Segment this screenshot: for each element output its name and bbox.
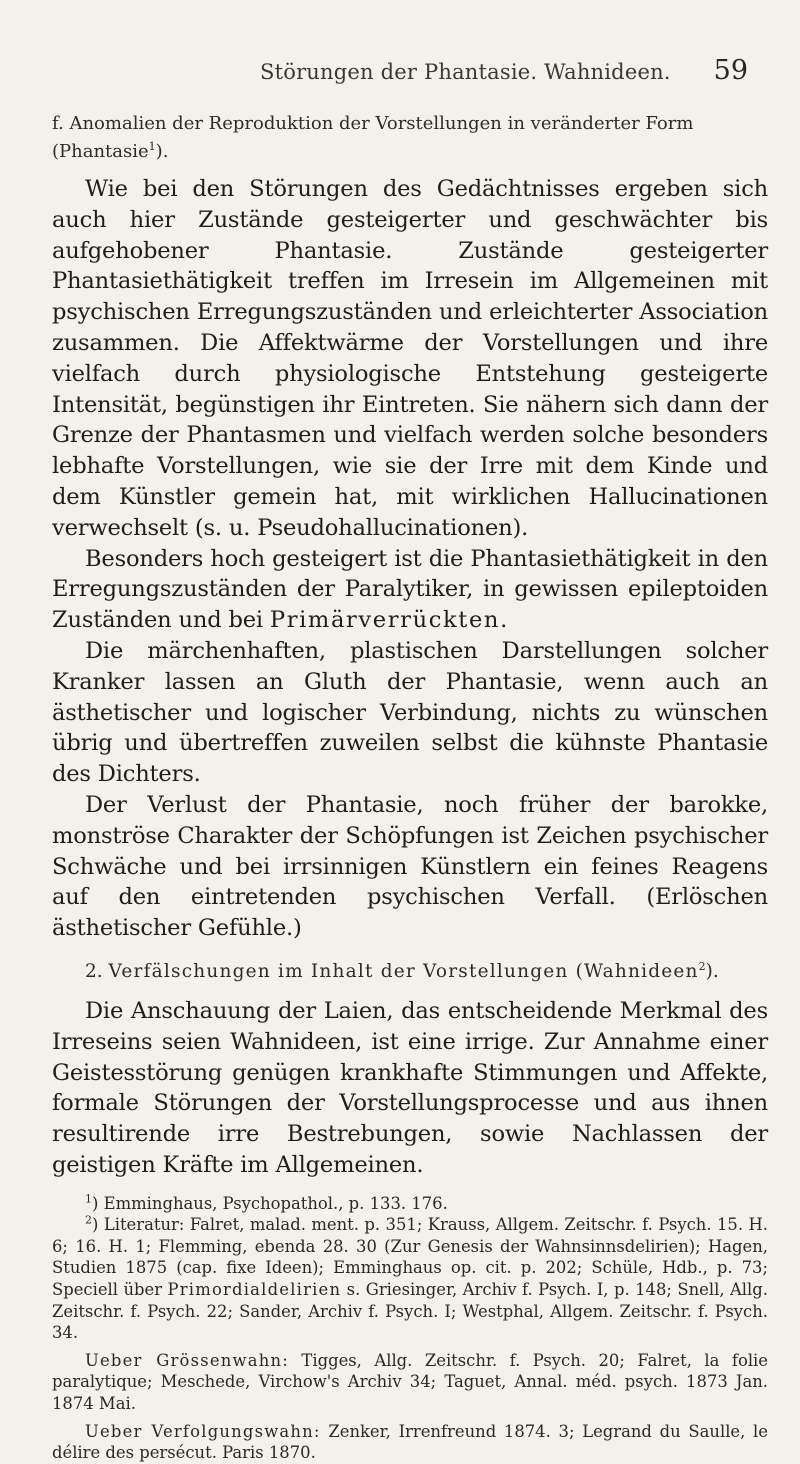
section-number: 2.: [85, 960, 103, 982]
footnote-1-text: ) Emminghaus, Psychopathol., p. 133. 176.: [92, 1193, 448, 1213]
paragraph-5: Die Anschauung der Laien, das entscheidende Merkmal des Irreseins seien Wahnideen, ist eine irrige. Zur Annahme einer Geistesstörung genügen krankhafte Stimmungen und Affekte, formale Störungen der Vorstellungsprocesse und aus ihnen resultirende irre Bestrebungen, sowie Nachlassen der geistigen Kräfte im Allgemeinen.: [52, 997, 768, 1178]
footnote-2-text: ) Literatur: Falret, malad. ment. p. 351; Krauss, Allgem. Zeitschr. f. Psych. 15. H. 6; 16. H. 1; Flemming, ebenda 28. 30 (Zur Genesis der Wahnsinnsdelirien); Hagen, Studien 1875 (cap. fixe Ideen); Emminghaus op. cit. p. 202; Schüle, Hdb., p. 73; Speciell über: [52, 1215, 768, 1300]
footnote-1: [52, 1193, 768, 1215]
subsection-heading-tail: ).: [155, 141, 169, 162]
paragraph-2-end: .: [500, 607, 508, 634]
section-title: [52, 958, 768, 986]
footnote-grossenwahn: [52, 1350, 768, 1415]
paragraph-4: Der Verlust der Phantasie, noch früher der barokke, monströse Charakter der Schöpfungen ist Zeichen psychischer Schwäche und bei irrsinnigen Künstlern ein feines Reagens auf den eintretenden psychischen Verfall. (Erlöschen ästhetischer Gefühle.): [52, 791, 768, 942]
paragraph-2: [52, 544, 768, 636]
section-title-text: Verfälschungen im Inhalt der Vorstellungen (Wahnideen: [108, 960, 699, 982]
page-header: [0, 55, 800, 95]
footnote-ref-1: 1: [148, 140, 156, 153]
footnote-ref-2: 2: [698, 959, 706, 973]
footnote-2-text-end: s. Griesinger, Archiv f. Psych. I, p. 148; Snell, Allg. Zeitschr. f. Psych. 22; Sander, Archiv f. Psych. I; Westphal, Allgem. Zeitschr. f. Psych. 34.: [52, 1280, 768, 1343]
page-number: 59: [713, 55, 748, 86]
paragraph-1: Wie bei den Störungen des Gedächtnisses ergeben sich auch hier Zustände gesteigerter und geschwächter bis aufgehobener Phantasie. Zustände gesteigerter Phantasiethätigkeit treffen im Irresein im Allgemeinen mit psychischen Erregungszuständen und erleichterter Association zusammen. Die Affektwärme der Vorstellungen und ihre vielfach durch physiologische Entstehung gesteigerte Intensität, begünstigen ihr Eintreten. Sie nähern sich dann der Grenze der Phantasmen und vielfach werden solche besonders lebhafte Vorstellungen, wie sie der Irre mit dem Kinde und dem Künstler gemein hat, mit wirklichen Hallucinationen verwechselt (s. u. Pseudohallucinationen).: [52, 176, 768, 541]
footnote-verfolgungswahn-heading: Ueber Verfolgungswahn:: [85, 1421, 321, 1441]
subsection-heading-text: f. Anomalien der Reproduktion der Vorstellungen in veränderter Form (Phantasie: [52, 113, 694, 162]
section-title-tail: ).: [705, 960, 719, 982]
page-body: [52, 110, 768, 1464]
footnote-verfolgungswahn-text: Zenker, Irrenfreund 1874. 3; Legrand du Saulle, le délire des persécut. Paris 1870.: [52, 1421, 768, 1463]
footnote-verfolgungswahn: [52, 1421, 768, 1464]
paragraph-3: Die märchenhaften, plastischen Darstellungen solcher Kranker lassen an Gluth der Phantasie, wenn auch an ästhetischer und logischer Verbindung, nichts zu wünschen übrig und übertreffen zuweilen selbst die kühnste Phantasie des Dichters.: [52, 637, 768, 788]
emphasis-primordialdelirien: Primordialdelirien: [167, 1280, 342, 1300]
footnote-grossenwahn-heading: Ueber Grössenwahn:: [85, 1350, 289, 1370]
footnotes: [52, 1193, 768, 1464]
footnote-2-mark: 2: [85, 1213, 92, 1227]
footnote-1-mark: 1: [85, 1192, 92, 1206]
subsection-heading: [52, 110, 768, 166]
running-head: Störungen der Phantasie. Wahnideen.: [260, 60, 671, 84]
emphasis-primaerverrueckten: Primärverrückten: [269, 607, 501, 634]
footnote-grossenwahn-text: Tigges, Allg. Zeitschr. f. Psych. 20; Falret, la folie paralytique; Meschede, Virchow's Archiv 34; Taguet, Annal. méd. psych. 1873 Jan. 1874 Mai.: [52, 1350, 769, 1414]
paragraph-2-text: Besonders hoch gesteigert ist die Phantasiethätigkeit in den Erregungszuständen der Paralytiker, in gewissen epileptoiden Zuständen und bei: [52, 545, 768, 634]
footnote-2: [52, 1214, 768, 1344]
